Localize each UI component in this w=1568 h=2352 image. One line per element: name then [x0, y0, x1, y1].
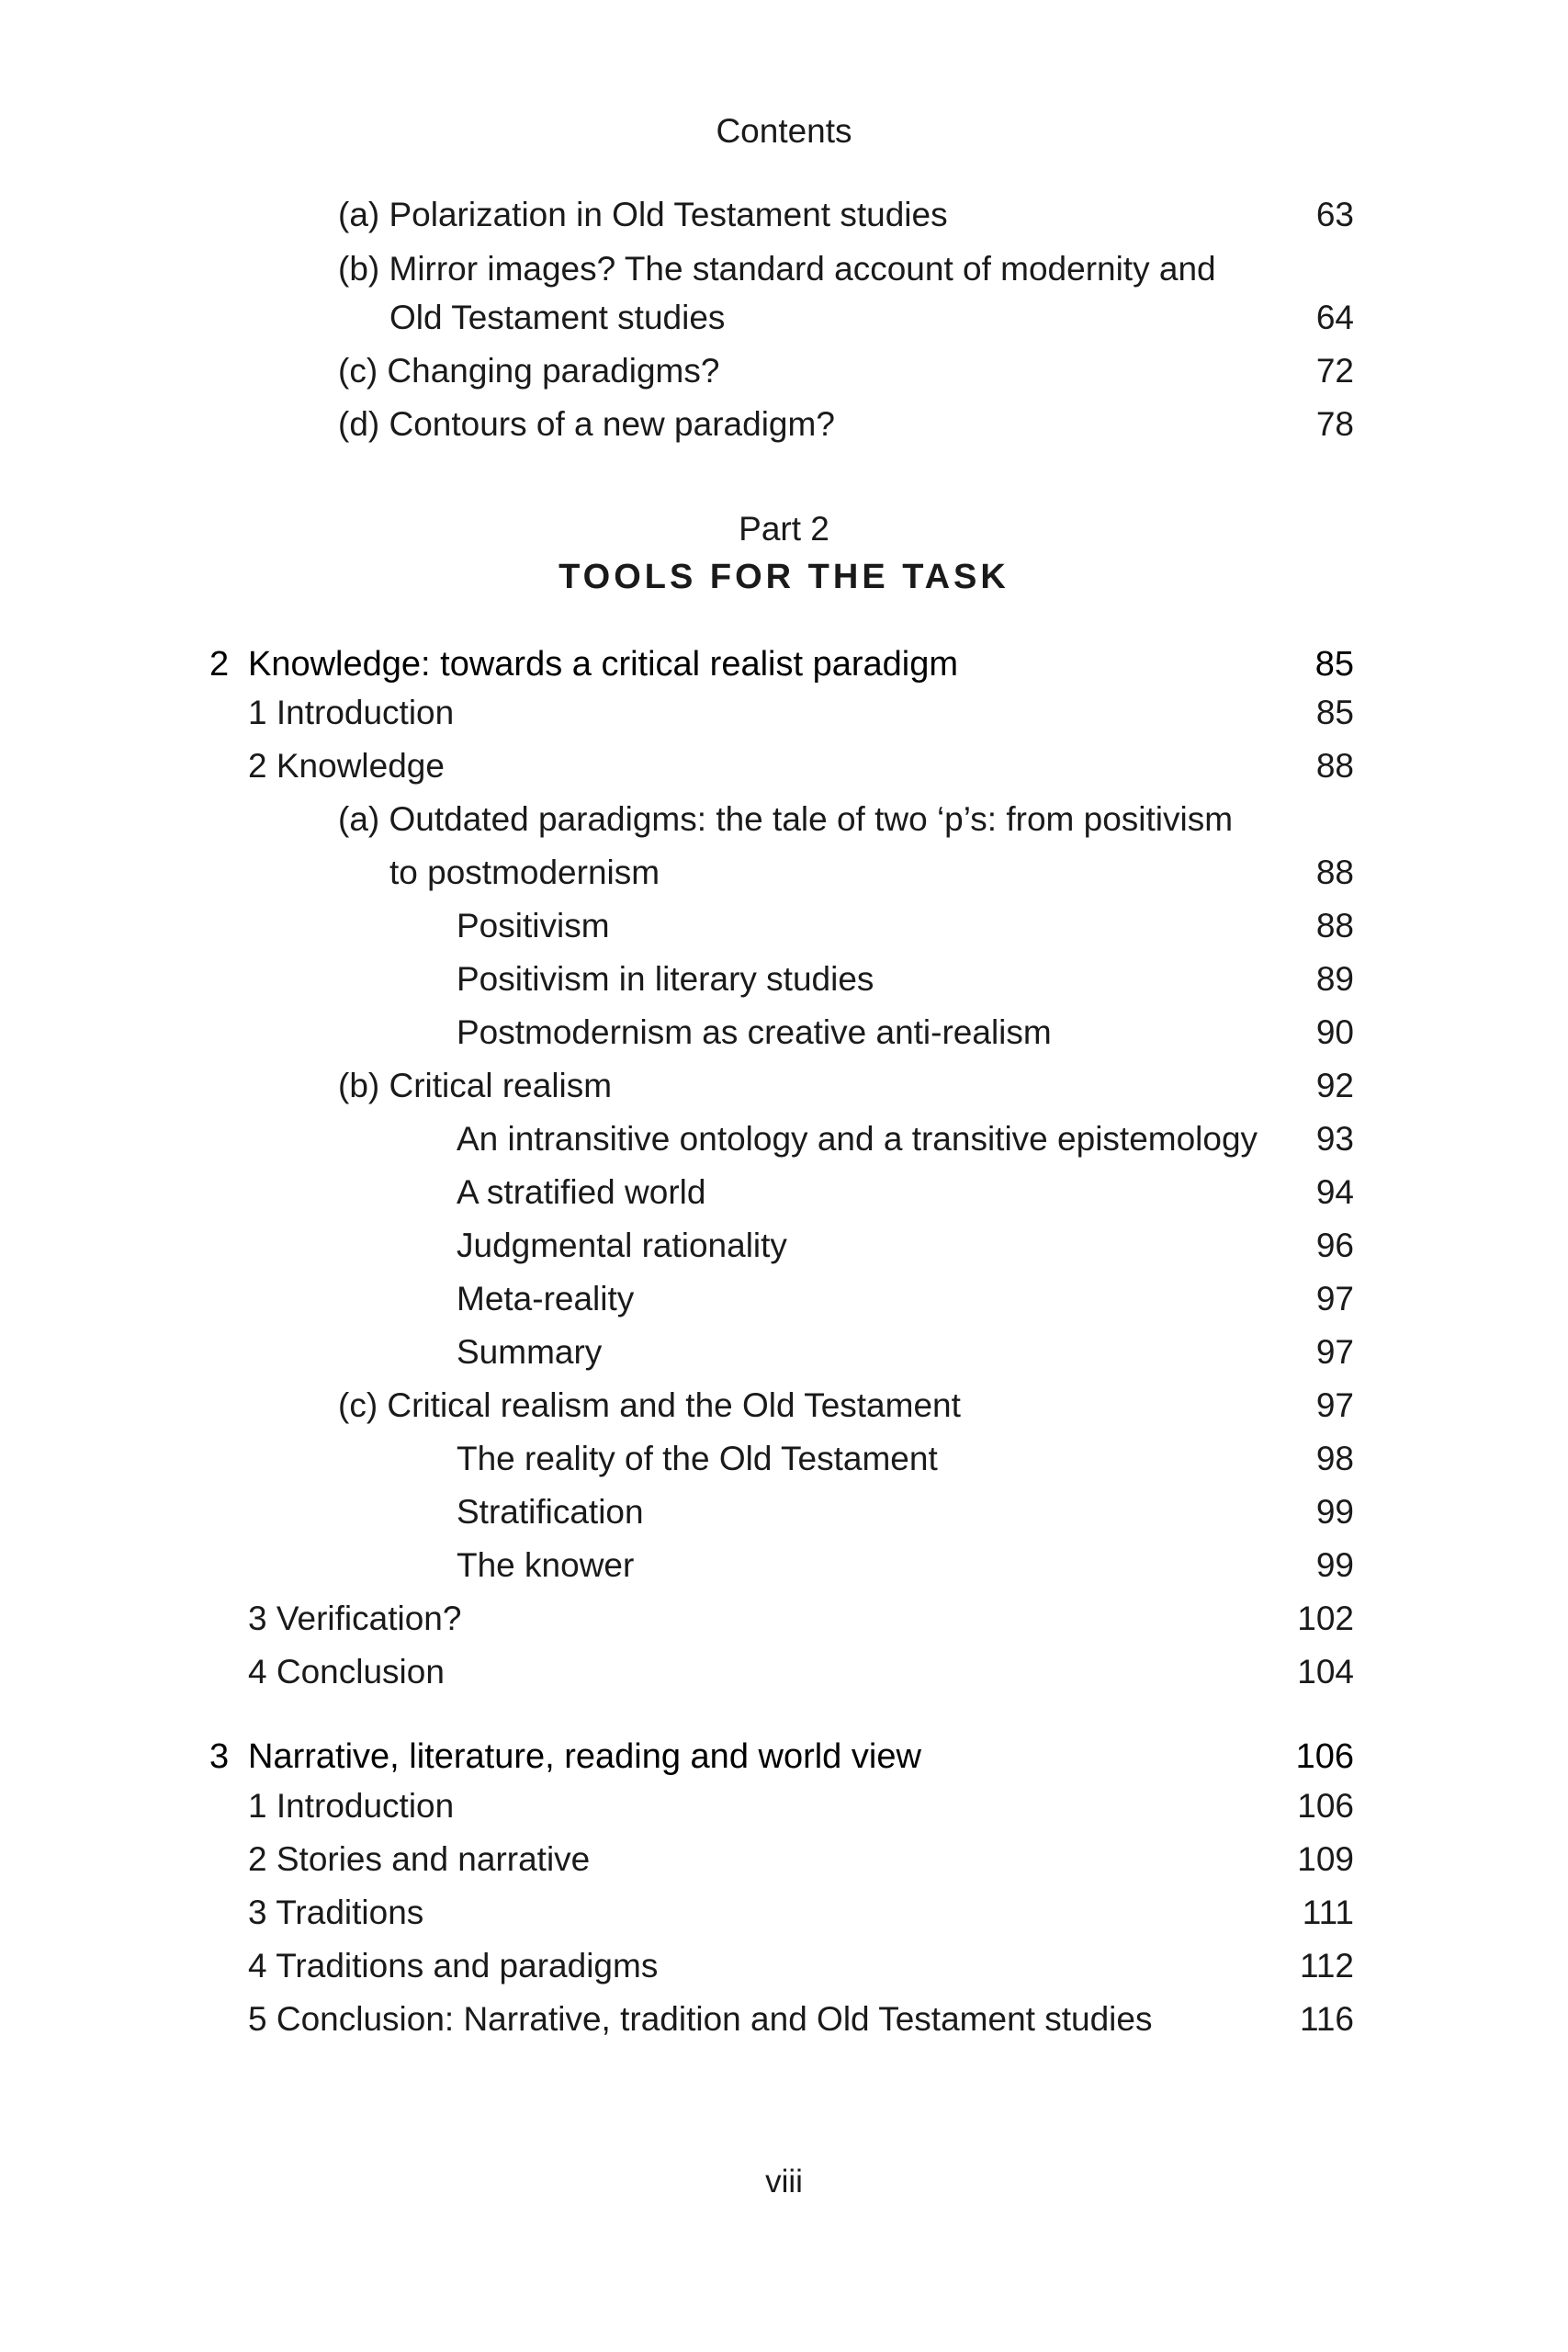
toc-entry-title: Postmodernism as creative anti-realism: [457, 1013, 1052, 1051]
toc-entry: [0, 1833, 1568, 1886]
toc-entry: [0, 899, 1568, 953]
toc-entry-title: 4 Conclusion: [248, 1653, 445, 1690]
toc-entry-title: Positivism in literary studies: [457, 960, 874, 998]
toc-entry: [0, 1166, 1568, 1219]
toc-entry-title: The knower: [457, 1546, 635, 1584]
toc-entry-title: A stratified world: [457, 1173, 706, 1211]
toc-entry-title: 3 Traditions: [248, 1894, 424, 1931]
toc-entry: [0, 1645, 1568, 1699]
toc-entry: [0, 793, 1568, 846]
toc-chapter: [0, 1730, 1568, 1783]
toc-entry-title: (a) Polarization in Old Testament studies: [338, 196, 948, 233]
toc-entry-page: 112: [1300, 1947, 1354, 1984]
toc-chapter-page: 85: [1314, 645, 1354, 684]
page-number: viii: [765, 2164, 803, 2199]
toc-entry: [0, 345, 1568, 398]
toc-entry-title: An intransitive ontology and a transitive epistemology: [457, 1120, 1258, 1158]
toc-entry: [0, 1326, 1568, 1379]
toc-entry-page: 96: [1315, 1227, 1354, 1264]
toc-entry-title: Meta-reality: [457, 1280, 635, 1317]
toc-entry-page: 89: [1315, 960, 1354, 998]
toc-entry-page: 106: [1297, 1787, 1354, 1825]
toc-entry-page: 88: [1315, 747, 1354, 785]
toc-entry-page: 78: [1315, 405, 1354, 443]
toc-entry-page: 88: [1315, 907, 1354, 944]
toc-entry-title: 4 Traditions and paradigms: [248, 1947, 659, 1984]
toc-entry-title: (d) Contours of a new paradigm?: [338, 405, 835, 443]
toc-entry-page: 99: [1315, 1546, 1354, 1584]
part-label: Part 2: [739, 510, 829, 548]
toc-entry-page: 111: [1302, 1894, 1354, 1931]
toc-entry: [0, 243, 1568, 296]
toc-entry: [0, 291, 1568, 345]
toc-entry-page: 98: [1315, 1440, 1354, 1477]
toc-entry: [0, 1113, 1568, 1166]
toc-entry-page: 109: [1297, 1840, 1354, 1878]
toc-entry: [0, 1993, 1568, 2046]
toc-entry-page: 97: [1315, 1280, 1354, 1317]
toc-entry: [0, 846, 1568, 899]
toc-entry-title: 5 Conclusion: Narrative, tradition and Old Testament studies: [248, 2000, 1153, 2038]
toc-entry-page: 104: [1297, 1653, 1354, 1690]
running-head: Contents: [716, 112, 852, 150]
toc-entry-page: 116: [1300, 2000, 1354, 2038]
toc-entry: [0, 1780, 1568, 1833]
toc-chapter-title: Knowledge: towards a critical realist paradigm: [248, 645, 959, 684]
toc-entry-page: 64: [1315, 299, 1354, 336]
toc-entry: [0, 188, 1568, 242]
toc-chapter-number: 3: [209, 1737, 230, 1776]
toc-entry-title: (b) Critical realism: [338, 1067, 613, 1104]
toc-entry: [0, 1939, 1568, 1993]
toc-entry: [0, 1219, 1568, 1272]
toc-entry-title: 2 Knowledge: [248, 747, 445, 785]
toc-entry-page: 85: [1315, 694, 1354, 731]
toc-chapter-title: Narrative, literature, reading and world view: [248, 1737, 921, 1776]
toc-entry: [0, 1379, 1568, 1432]
toc-entry-page: 92: [1315, 1067, 1354, 1104]
toc-entry-title: Summary: [457, 1333, 603, 1371]
toc-entry-page: 72: [1315, 352, 1354, 390]
toc-entry-page: 97: [1315, 1386, 1354, 1424]
toc-chapter: [0, 638, 1568, 691]
toc-entry-page: 102: [1297, 1600, 1354, 1637]
toc-entry: [0, 1539, 1568, 1592]
toc-entry: [0, 686, 1568, 740]
toc-entry: [0, 1432, 1568, 1486]
toc-entry-page: 63: [1315, 196, 1354, 233]
toc-entry: [0, 398, 1568, 451]
toc-entry: [0, 1486, 1568, 1539]
toc-entry-page: 99: [1315, 1493, 1354, 1531]
toc-entry-title: 3 Verification?: [248, 1600, 462, 1637]
toc-entry-title: (b) Mirror images? The standard account of modernity and: [338, 250, 1216, 288]
toc-entry: [0, 953, 1568, 1006]
toc-entry-page: 88: [1315, 854, 1354, 891]
toc-entry-title: The reality of the Old Testament: [457, 1440, 938, 1477]
toc-entry-title: 1 Introduction: [248, 694, 455, 731]
toc-entry-title: (a) Outdated paradigms: the tale of two ‘p’s: from positivism: [338, 800, 1234, 838]
toc-entry-title: 2 Stories and narrative: [248, 1840, 591, 1878]
toc-entry-title: (c) Changing paradigms?: [338, 352, 720, 390]
toc-entry-title: Judgmental rationality: [457, 1227, 787, 1264]
toc-entry: [0, 1006, 1568, 1059]
toc-entry-title: 1 Introduction: [248, 1787, 455, 1825]
toc-entry: [0, 740, 1568, 793]
toc-entry: [0, 1059, 1568, 1113]
toc-entry-page: 93: [1315, 1120, 1354, 1158]
toc-entry: [0, 1272, 1568, 1326]
toc-entry: [0, 1592, 1568, 1645]
toc-entry-page: 94: [1315, 1173, 1354, 1211]
toc-entry-page: 90: [1315, 1013, 1354, 1051]
toc-entry: [0, 1886, 1568, 1939]
toc-entry-title: (c) Critical realism and the Old Testament: [338, 1386, 961, 1424]
toc-entry-page: 97: [1315, 1333, 1354, 1371]
toc-chapter-page: 106: [1295, 1737, 1354, 1776]
toc-entry-title: Old Testament studies: [389, 299, 726, 336]
toc-chapter-number: 2: [209, 645, 230, 684]
toc-entry-title: Stratification: [457, 1493, 644, 1531]
toc-entry-title: to postmodernism: [389, 854, 660, 891]
part-title: TOOLS FOR THE TASK: [558, 558, 1010, 596]
toc-entry-title: Positivism: [457, 907, 610, 944]
